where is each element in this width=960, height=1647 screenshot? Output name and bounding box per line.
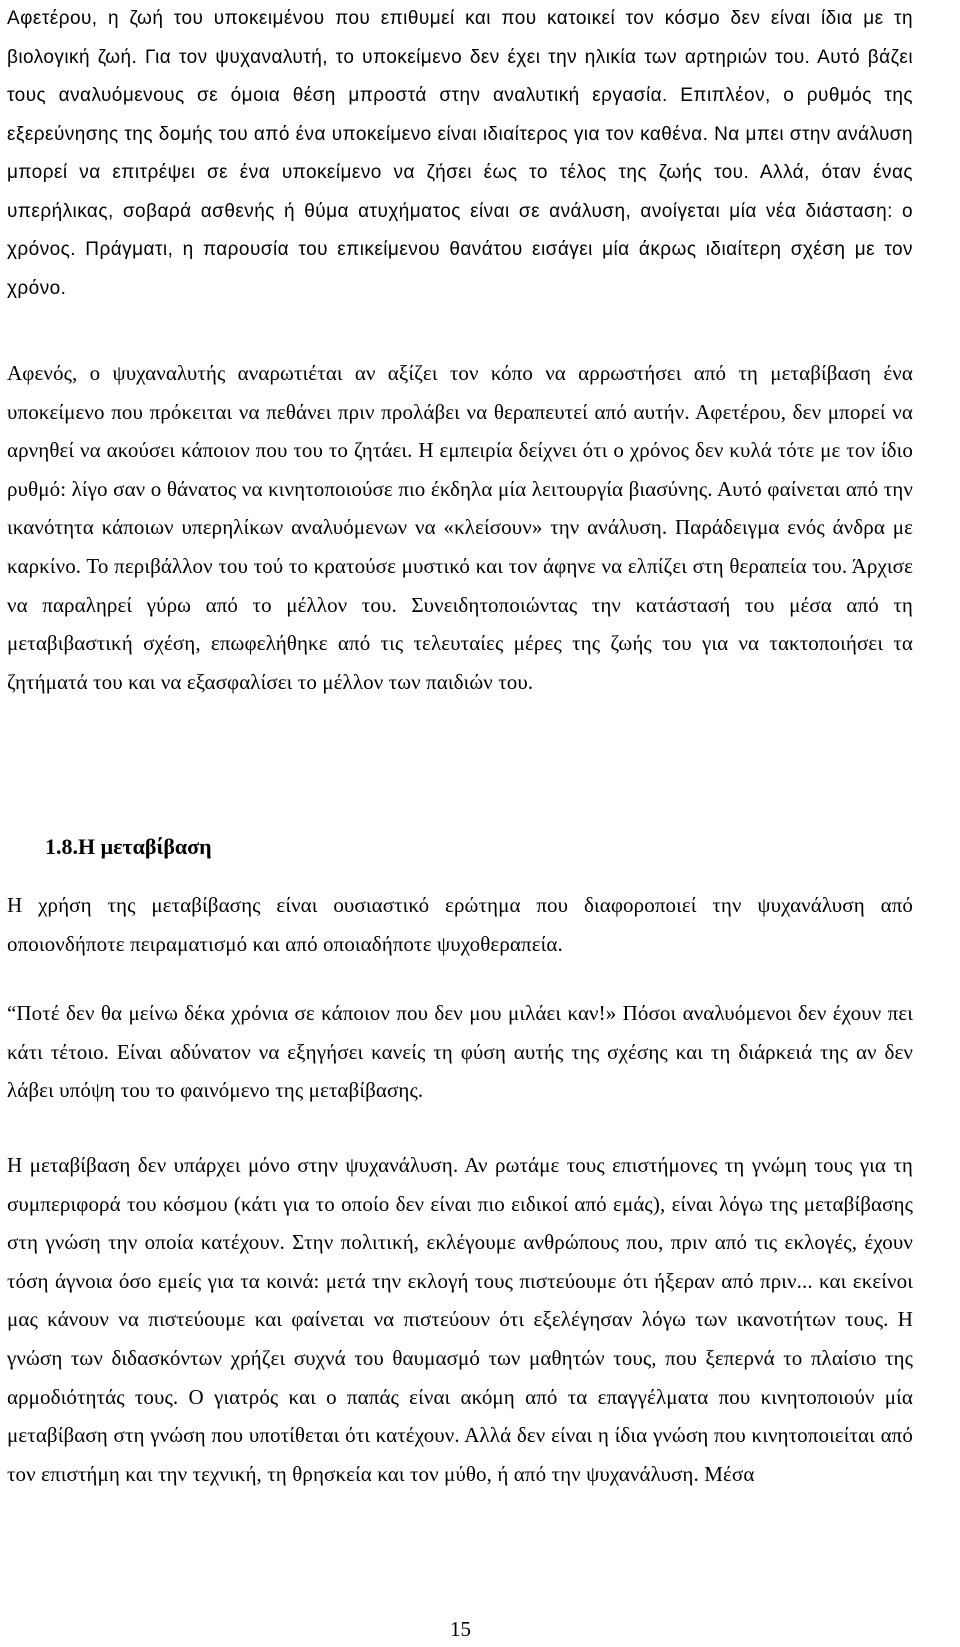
paragraph-use-of-transference: Η χρήση της μεταβίβασης είναι ουσιαστικό ερώτημα που διαφοροποιεί την ψυχανάλυση από οποιονδήποτε πειραματισμό και από οποιαδήποτε ψυχοθεραπεία. [7,893,913,956]
page-number: 15 [450,1617,471,1641]
paragraph-life-of-subject: Αφετέρου, η ζωή του υποκειμένου που επιθυμεί και που κατοικεί τον κόσμο δεν είναι ίδια με τη βιολογική ζωή. Για τον ψυχαναλυτή, το υποκείμενο δεν έχει την ηλικία των αρτηριών του. Αυτό βάζει τους αναλυόμενους σε όμοια θέση μπροστά στην αναλυτική εργασία. Επιπλέον, ο ρυθμός της εξερεύνησης της δομής του από ένα υποκείμενο είναι ιδιαίτερος για τον καθένα. Να μπει στην ανάλυση μπορεί να επιτρέψει σε ένα υποκείμενο να ζήσει έως το τέλος της ζωής του. Αλλά, όταν ένας υπερήλικας, σοβαρά ασθενής ή θύμα ατυχήματος είναι σε ανάλυση, ανοίγεται μία νέα διάσταση: ο χρόνος. Πράγματι, η παρουσία του επικείμενου θανάτου εισάγει μία άκρως ιδιαίτερη σχέση με τον χρόνο. [7,8,913,299]
document-page [7,0,913,1647]
paragraph-quote-ten-years: “Ποτέ δεν θα μείνω δέκα χρόνια σε κάποιον που δεν μου μιλάει καν!» Πόσοι αναλυόμενοι δεν έχουν πει κάτι τέτοιο. Είναι αδύνατον να εξηγήσει κανείς τη φύση αυτής της σχέσης και τη διάρκειά της αν δεν λάβει υπόψη του το φαινόμενο της μεταβίβασης. [7,1001,913,1103]
paragraph-transference-beyond-analysis: Η μεταβίβαση δεν υπάρχει μόνο στην ψυχανάλυση. Αν ρωτάμε τους επιστήμονες τη γνώμη τους για τη συμπεριφορά του κόσμου (κάτι για το οποίο δεν είναι πιο ειδικοί από εμάς), είναι λόγω της μεταβίβασης στη γνώση την οποία κατέχουν. Στην πολιτική, εκλέγουμε ανθρώπους που, πριν από τις εκλογές, έχουν τόση άγνοια όσο εμείς για τα κοινά: μετά την εκλογή τους πιστεύουμε ότι ήξεραν από πριν... και εκείνοι μας κάνουν να πιστεύουμε και φαίνεται να πιστεύουν ότι εξελέγησαν λόγω των ικανοτήτων τους. Η γνώση των διδασκόντων χρήζει συχνά του θαυμασμό των μαθητών τους, που ξεπερνά το πλαίσιο της αρμοδιότητάς τους. Ο γιατρός και ο παπάς είναι ακόμη από τα επαγγέλματα που κινητοποιούν μία μεταβίβαση στη γνώση που υποτίθεται ότι κατέχουν. Αλλά δεν είναι η ίδια γνώση που κινητοποιείται από τον επιστήμη και την τεχνική, τη θρησκεία και τον μύθο, ή από την ψυχανάλυση. Μέσα [7,1153,913,1486]
section-heading: 1.8.Η μεταβίβαση [45,834,212,859]
paragraph-analyst-and-time: Αφενός, ο ψυχαναλυτής αναρωτιέται αν αξίζει τον κόπο να αρρωστήσει από τη μεταβίβαση ένα υποκείμενο που πρόκειται να πεθάνει πριν προλάβει να θεραπευτεί από αυτήν. Αφετέρου, δεν μπορεί να αρνηθεί να ακούσει κάποιον που του το ζητάει. Η εμπειρία δείχνει ότι ο χρόνος δεν κυλά τότε με τον ίδιο ρυθμό: λίγο σαν ο θάνατος να κινητοποιούσε πιο έκδηλα μία λειτουργία βιασύνης. Αυτό φαίνεται από την ικανότητα κάποιων υπερηλίκων αναλυόμενων να «κλείσουν» την ανάλυση. Παράδειγμα ενός άνδρα με καρκίνο. Το περιβάλλον του τού το κρατούσε μυστικό και τον άφηνε να ελπίζει στη θεραπεία του. Άρχισε να παραληρεί γύρω από το μέλλον του. Συνειδητοποιώντας την κατάστασή του μέσα από τη μεταβιβαστική σχέση, επωφελήθηκε από τις τελευταίες μέρες της ζωής του για να τακτοποιήσει τα ζητήματά του και να εξασφαλίσει το μέλλον των παιδιών του. [7,361,913,694]
